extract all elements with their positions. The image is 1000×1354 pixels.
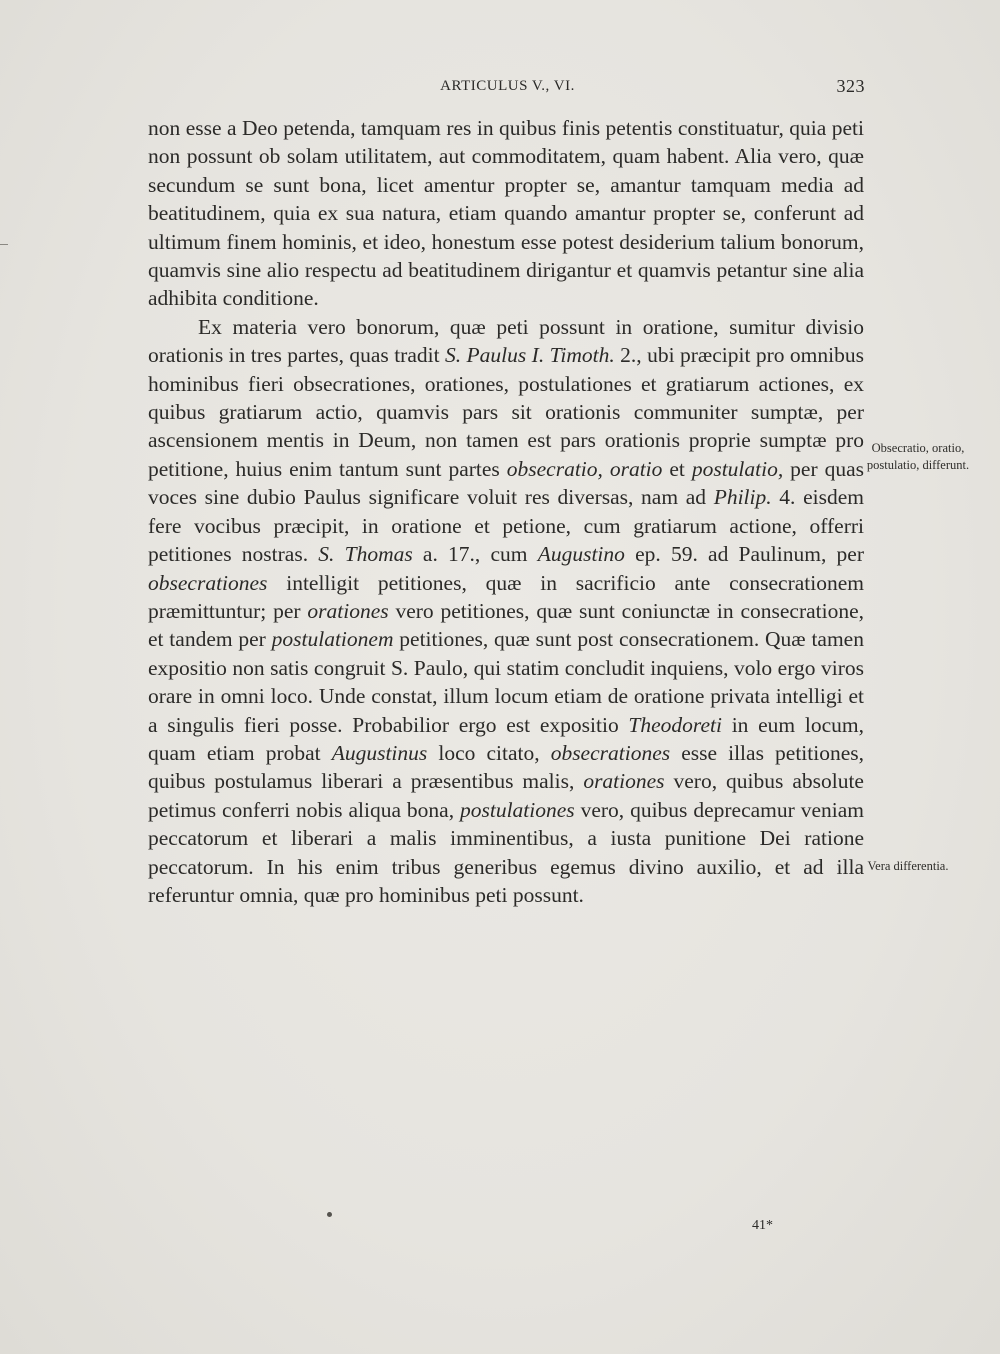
paragraph-2: Ex materia vero bonorum, quæ peti possunt in oratione, sumitur divisio orationis in tres partes, quas tradit S. Paulus I. Timoth. 2., ubi præcipit pro omnibus hominibus fieri obsecrationes, orationes, postulationes et gratiarum actiones, ex quibus gratiarum actio, quamvis pars sit orationis communiter sumptæ, per ascensionem mentis in Deum, non tamen est pars orationis proprie sumptæ pro petitione, huius enim tantum sunt partes obsecratio, oratio et postulatio, per quas voces sine dubio Paulus significare voluit res diversas, nam ad Philip. 4. eisdem fere vocibus præcipit, in oratione et petione, cum gratiarum actione, offerri petitiones nostras. S. Thomas a. 17., cum Augustino ep. 59. ad Paulinum, per obsecrationes intelligit petitiones, quæ in sacrificio ante consecrationem præmittuntur; per orationes vero petitiones, quæ sunt coniunctæ in consecratione, et tandem per postulationem petitiones, quæ sunt post consecrationem. Quæ tamen expositio non satis congruit S. Paulo, qui statim concludit inquiens, volo ergo viros orare in omni loco. Unde constat, illum locum etiam de oratione privata intelligi et a singulis fieri posse. Probabilior ergo est expositio Theodoreti in eum locum, quam etiam probat Augustinus loco citato, obsecrationes esse illas petitiones, quibus postulamus liberari a præsentibus malis, orationes vero, quibus absolute petimus conferri nobis aliqua bona, postulationes vero, quibus deprecamur veniam peccatorum et liberari a malis imminentibus, a iusta punitione Dei ratione peccatorum. In his enim tribus generibus egemus divino auxilio, et ad illa referuntur omnia, quæ pro hominibus peti possunt.: [148, 314, 865, 907]
ink-dot: [327, 1212, 332, 1217]
body-text: [148, 114, 864, 909]
paragraph-1: non esse a Deo petenda, tamquam res in quibus finis petentis constituatur, quia peti non possunt ob solam utilitatem, aut commoditatem, quam habent. Alia vero, quæ secundum se sunt bona, licet amentur propter se, amantur tamquam media ad beatitudinem, quia ex sua natura, etiam quando amantur propter se, conferunt ad ultimum finem hominis, et ideo, honestum esse potest desiderium talium bonorum, quamvis sine alio respectu ad beatitudinem dirigantur et quamvis petantur sine alia adhibita conditione.: [148, 116, 864, 311]
running-head: [150, 76, 865, 100]
running-head-title: ARTICULUS V., VI.: [440, 78, 575, 94]
margin-note-vera-differentia: Vera differentia.: [867, 859, 949, 873]
edge-mark: [0, 244, 8, 245]
page-number: 323: [836, 76, 865, 96]
signature-mark: 41*: [752, 1218, 773, 1233]
margin-note-obsecratio: Obsecratio, oratio, postulatio, differunt.: [866, 441, 970, 472]
